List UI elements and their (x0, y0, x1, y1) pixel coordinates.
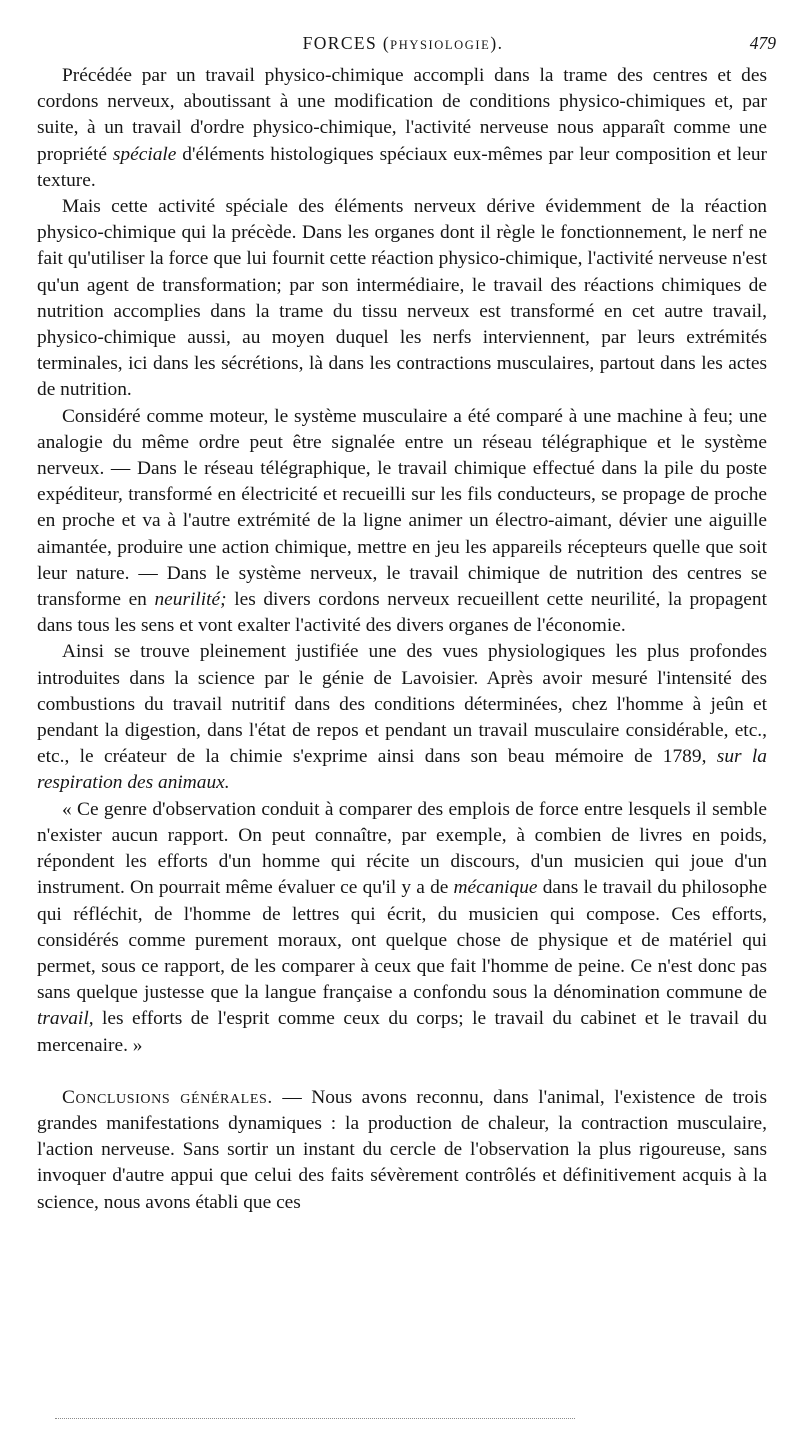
paragraph-3-text-b: les divers cordons nerveux recueillent cette neurilité, la propagent dans tous les sens et vont exalter l'activité des divers organes de l'économie. (37, 589, 767, 637)
paragraph-6-conclusions (37, 1085, 767, 1216)
paragraph-1-text-b: d'éléments histologiques spéciaux eux-mêmes par leur composition et leur texture. (37, 143, 767, 191)
paragraph-6-text: — Nous avons reconnu, dans l'animal, l'existence de trois grandes manifestations dynamiques : la production de chaleur, la contraction musculaire, l'action nerveuse. Sans sortir un instant du cercle de l'observation la plus rigoureuse, sans invoquer d'autre appui que celui des faits sévèrement contrôlés et définitivement acquis à la science, nous avons établi que ces (37, 1086, 767, 1213)
section-spacer (37, 1059, 767, 1085)
paragraph-4 (37, 639, 767, 796)
body-text (37, 63, 767, 1216)
paragraph-1-emphasis: spéciale (112, 143, 177, 165)
paragraph-5-text-c: les efforts de l'esprit comme ceux du corps; le travail du cabinet et le travail du mercenaire. » (37, 1008, 767, 1056)
running-title (28, 30, 778, 58)
paragraph-5-text-b: dans le travail du philosophe qui réfléchit, de l'homme de lettres qui écrit, du musicien qui compose. Ces efforts, considérés comme purement moraux, ont quelque chose de physique et de matériel qui permet, sous ce rapport, de les comparer à ceux que fait l'homme de peine. Ce n'est donc pas sans quelque justesse que la langue française a confondu sous la dénomination commune de (37, 877, 767, 1004)
paragraph-5-quotation (37, 797, 767, 1059)
running-title-section: PHYSIOLOGIE (390, 38, 491, 52)
paragraph-5-text-a: « Ce genre d'observation conduit à comparer des emplois de force entre lesquels il semble n'exister aucun rapport. On peut connaître, par exemple, à combien de livres en poids, répondent les efforts d'un homme qui récite un discours, d'un musicien qui joue d'un instrument. On pourrait même évaluer ce qu'il y a de (37, 798, 767, 899)
footer-rule (55, 1418, 575, 1419)
running-title-main: FORCES ( (302, 33, 391, 53)
running-title-end: ). (490, 33, 504, 53)
paragraph-3 (37, 404, 767, 640)
paragraph-1 (37, 63, 767, 194)
paragraph-3-text-a: Considéré comme moteur, le système musculaire a été comparé à une machine à feu; une analogie du même ordre peut être signalée entre un réseau télégraphique et le système nerveux. — Dans le réseau télégraphique, le travail chimique effectué dans la pile du poste expéditeur, transformé en électricité et recueilli sur les fils conducteurs, se propage de proche en proche et va à l'autre extrémité de la ligne animer un électro-aimant, dévier une aiguille aimantée, produire une action chimique, mettre en jeu les appareils récepteurs quelle que soit leur nature. — Dans le système nerveux, le travail chimique de nutrition des centres se transforme en (37, 405, 767, 611)
page-number: 479 (749, 33, 776, 53)
running-header (28, 30, 778, 56)
paragraph-2-text: Mais cette activité spéciale des éléments nerveux dérive évidemment de la réaction physico-chimique qui la précède. Dans les organes dont il règle le fonctionnement, le nerf ne fait qu'utiliser la force que lui fournit cette réaction physico-chimique, l'activité nerveuse n'est qu'un agent de transformation; par son intermédiaire, le travail des réactions chimiques de nutrition accomplies dans la trame du tissu nerveux est transformé en cet autre travail, physico-chimique aussi, au moyen duquel les nerfs interviennent, par leurs extrémités terminales, ici dans les sécrétions, là dans les contractions musculaires, partout dans les actes de nutrition. (37, 196, 767, 401)
paragraph-1-text-a: Précédée par un travail physico-chimique accompli dans la trame des centres et des cordons nerveux, aboutissant à une modification de conditions physico-chimiques et, par suite, à un travail d'ordre physico-chimique, l'activité nerveuse nous apparaît comme une propriété (37, 65, 767, 165)
section-heading: Conclusions générales. (62, 1086, 273, 1108)
paragraph-2 (37, 194, 767, 404)
paragraph-3-emphasis: neurilité; (154, 589, 227, 611)
paragraph-5-emphasis-2: travail, (37, 1008, 94, 1030)
paragraph-4-text-a: Ainsi se trouve pleinement justifiée une des vues physiologiques les plus profondes introduites dans la science par le génie de Lavoisier. Après avoir mesuré l'intensité des combustions du travail nutritif dans des conditions déterminées, chez l'homme à jeûn et pendant la digestion, dans l'état de repos et pendant un travail musculaire considérable, etc., etc., le créateur de la chimie s'exprime ainsi dans son beau mémoire de 1789, (37, 641, 767, 768)
paragraph-4-emphasis: sur la respiration des animaux. (37, 746, 767, 794)
paragraph-5-emphasis: mécanique (453, 877, 538, 899)
